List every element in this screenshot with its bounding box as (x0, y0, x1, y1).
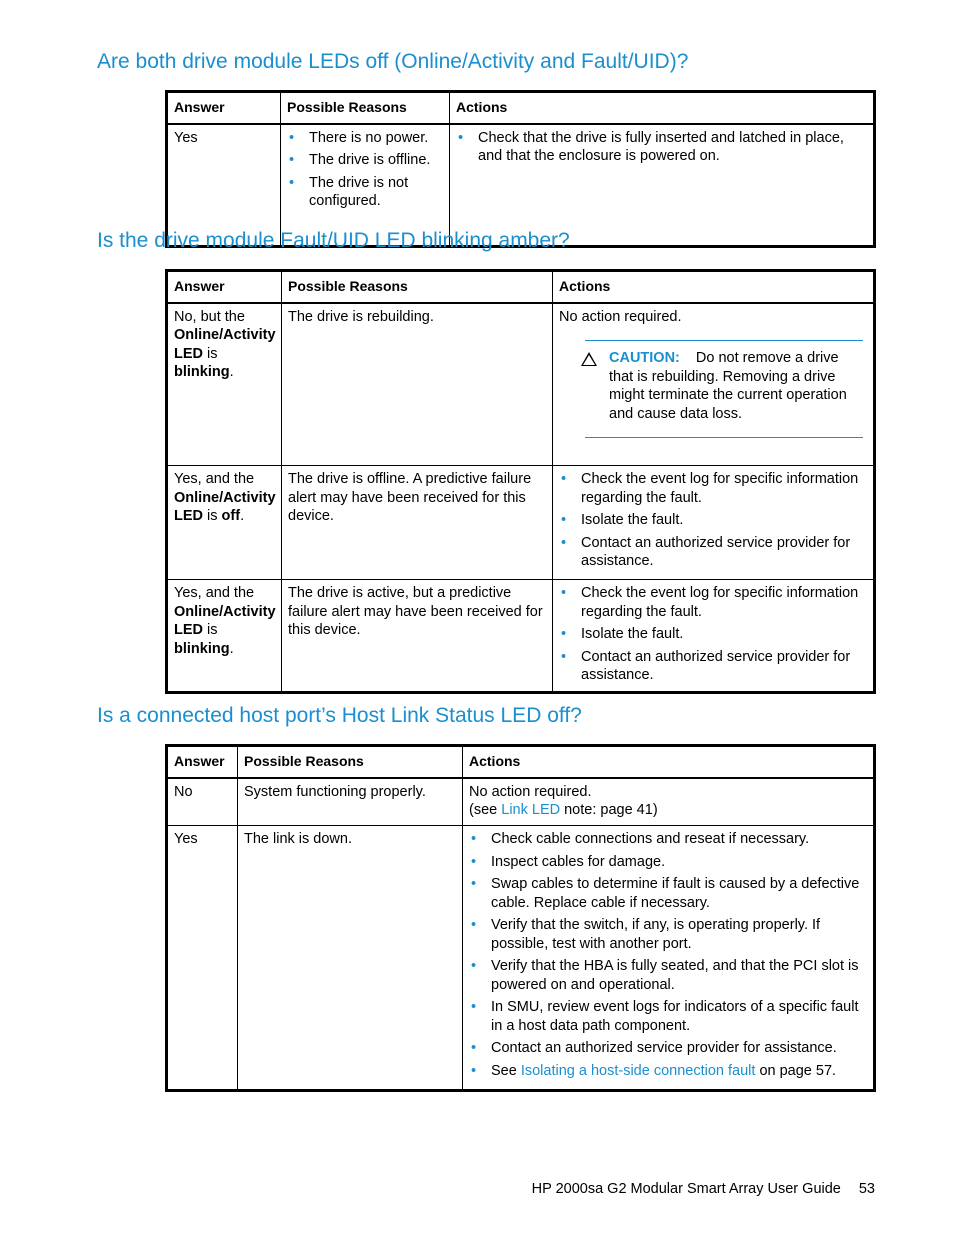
reason-cell: The drive is active, but a predictive failure alert may have been received for this device. (282, 580, 553, 693)
answer-prefix: Yes, and the (174, 471, 255, 487)
see-suffix: on page 57. (755, 1062, 837, 1079)
table-host-link-led (165, 744, 876, 1092)
answer-led-state: blinking (174, 640, 230, 657)
actions-list (469, 830, 867, 1080)
answer-is: is (207, 622, 218, 638)
reasons-list (287, 129, 443, 211)
caution-box (585, 340, 863, 438)
caution-icon (581, 352, 597, 366)
header-possible-reasons: Possible Reasons (238, 746, 463, 778)
table-row (167, 580, 875, 693)
list-item (469, 1062, 867, 1081)
table-header-row (167, 92, 875, 124)
list-item: • Inspect cables for damage. (469, 853, 867, 872)
answer-cell: No (167, 778, 238, 826)
header-answer: Answer (167, 271, 282, 303)
header-possible-reasons: Possible Reasons (281, 92, 450, 124)
header-possible-reasons: Possible Reasons (282, 271, 553, 303)
actions-cell (463, 826, 875, 1091)
table-row (167, 826, 875, 1091)
list-item: • Isolate the fault. (559, 625, 867, 644)
answer-led-name: Online/Activity LED (174, 489, 276, 524)
list-item: • The drive is not configured. (287, 174, 443, 211)
page-number: 53 (858, 1181, 875, 1197)
actions-list (559, 470, 867, 571)
table-both-leds-off (165, 90, 876, 248)
action-text: No action required. (469, 783, 592, 800)
reason-cell: The drive is offline. A predictive failure alert may have been received for this device. (282, 466, 553, 580)
answer-cell: No, but the Online/Activity LED is blinking. (167, 303, 282, 466)
table-row (167, 303, 875, 466)
answer-led-state: off (221, 508, 241, 524)
reason-cell: The drive is rebuilding. (282, 303, 553, 466)
table-header-row (167, 271, 875, 303)
actions-cell (553, 303, 875, 466)
answer-cell: Yes (167, 124, 281, 247)
answer-led-name: Online/Activity LED (174, 603, 276, 638)
actions-cell (553, 580, 875, 693)
actions-cell (463, 778, 875, 826)
list-item: • Isolate the fault. (559, 511, 867, 530)
actions-list (559, 584, 867, 685)
answer-prefix: Yes, and the (174, 585, 255, 601)
list-item: • Contact an authorized service provider for assistance. (469, 1039, 867, 1058)
table-row (167, 778, 875, 826)
caution-label: CAUTION: (609, 350, 680, 366)
list-item: • Swap cables to determine if fault is caused by a defective cable. Replace cable if necessary. (469, 875, 867, 912)
see-prefix: (see (469, 802, 502, 818)
table-header-row (167, 746, 875, 778)
section-heading-both-leds-off: Are both drive module LEDs off (Online/Activity and Fault/UID)? (97, 50, 689, 73)
see-suffix: note: page 41) (560, 802, 658, 818)
action-text: No action required. (559, 308, 682, 325)
header-actions: Actions (553, 271, 875, 303)
list-item: • Check the event log for specific information regarding the fault. (559, 584, 867, 621)
page-footer (532, 1180, 875, 1199)
answer-cell: Yes (167, 826, 238, 1091)
answer-led-name: Online/Activity LED (174, 327, 276, 362)
action-see-note (469, 801, 867, 820)
header-answer: Answer (167, 92, 281, 124)
header-actions: Actions (463, 746, 875, 778)
list-item: • Check cable connections and reseat if necessary. (469, 830, 867, 849)
list-item: • The drive is offline. (287, 151, 443, 170)
answer-cell: Yes, and the Online/Activity LED is blinking. (167, 580, 282, 693)
answer-prefix: No, but the (174, 308, 245, 325)
list-item: • Contact an authorized service provider for assistance. (559, 648, 867, 685)
list-item: • Verify that the switch, if any, is operating properly. If possible, test with another port. (469, 916, 867, 953)
footer-title: HP 2000sa G2 Modular Smart Array User Guide (531, 1181, 841, 1197)
section-heading-host-link-led: Is a connected host port’s Host Link Status LED off? (97, 704, 582, 727)
isolating-host-side-fault-link[interactable]: Isolating a host-side connection fault (520, 1062, 756, 1079)
list-item: • There is no power. (287, 129, 443, 148)
answer-is: is (207, 345, 218, 362)
answer-led-state: blinking (174, 364, 230, 380)
actions-list (456, 129, 867, 166)
caution-text: Do not remove a drive that is rebuilding. Removing a drive might terminate the current operation and cause data loss. (609, 350, 847, 422)
header-answer: Answer (167, 746, 238, 778)
table-fault-led-amber (165, 269, 876, 694)
see-prefix: See (491, 1062, 521, 1079)
list-item: • In SMU, review event logs for indicators of a specific fault in a host data path component. (469, 998, 867, 1035)
link-led-link[interactable]: Link LED (501, 802, 561, 818)
reason-cell: System functioning properly. (238, 778, 463, 826)
section-heading-fault-led-amber: Is the drive module Fault/UID LED blinking amber? (97, 229, 570, 252)
list-item: • Contact an authorized service provider for assistance. (559, 534, 867, 571)
list-item: • Check that the drive is fully inserted and latched in place, and that the enclosure is powered on. (456, 129, 867, 166)
list-item: • Check the event log for specific information regarding the fault. (559, 470, 867, 507)
answer-cell: Yes, and the Online/Activity LED is off. (167, 466, 282, 580)
list-item: • Verify that the HBA is fully seated, and that the PCI slot is powered on and operational. (469, 957, 867, 994)
header-actions: Actions (450, 92, 875, 124)
table-row (167, 466, 875, 580)
answer-is: is (207, 508, 218, 524)
reason-cell: The link is down. (238, 826, 463, 1091)
actions-cell (553, 466, 875, 580)
